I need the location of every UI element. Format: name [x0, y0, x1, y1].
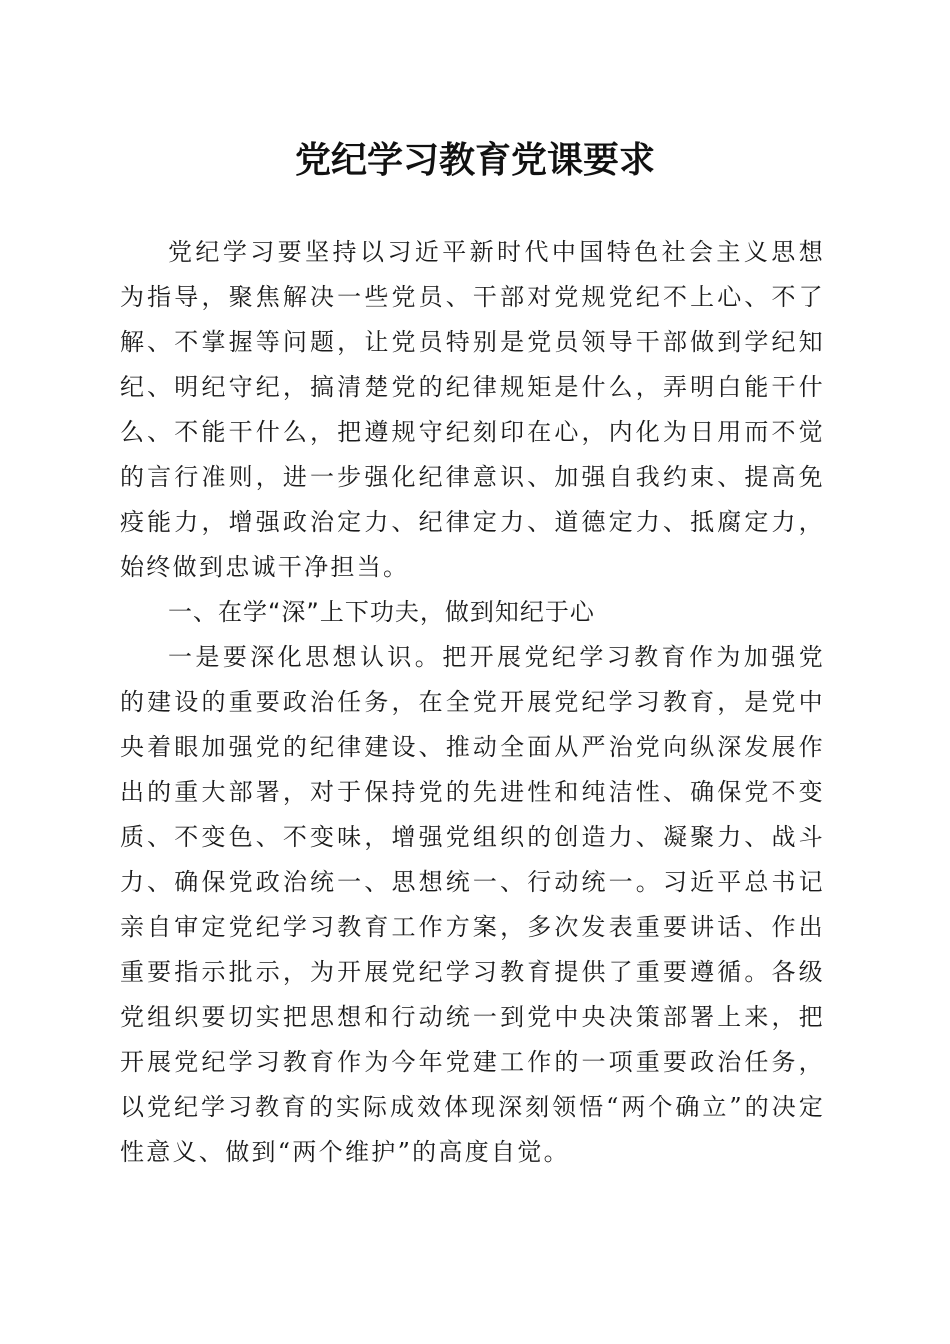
point-body-text: 把开展党纪学习教育作为加强党的建设的重要政治任务，在全党开展党纪学习教育，是党中央着眼加强党的纪律建设、推动全面从严治党向纵深发展作出的重大部署，对于保持党的先进性和纯洁性、确保党不变质、不变色、不变味，增强党组织的创造力、凝聚力、战斗力、确保党政治统一、思想统一、行动统一。习近平总书记亲自审定党纪学习教育工作方案，多次发表重要讲话、作出重要指示批示，为开展党纪学习教育提供了重要遵循。各级党组织要切实把思想和行动统一到党中央决策部署上来，把开展党纪学习教育作为今年党建工作的一项重要政治任务，以党纪学习教育的实际成效体现深刻领悟“两个确立”的决定性意义、做到“两个维护”的高度自觉。	[120, 643, 825, 1166]
intro-paragraph: 党纪学习要坚持以习近平新时代中国特色社会主义思想为指导，聚焦解决一些党员、干部对党规党纪不上心、不了解、不掌握等问题，让党员特别是党员领导干部做到学纪知纪、明纪守纪，搞清楚党的纪律规矩是什么，弄明白能干什么、不能干什么，把遵规守纪刻印在心，内化为日用而不觉的言行准则，进一步强化纪律意识、加强自我约束、提高免疫能力，增强政治定力、纪律定力、道德定力、抵腐定力，始终做到忠诚干净担当。	[120, 238, 825, 581]
document-title: 党纪学习教育党课要求	[294, 139, 655, 181]
section-heading: 一、在学“深”上下功夫，做到知纪于心	[168, 598, 595, 626]
document-body	[120, 230, 825, 1175]
point-lead-phrase: 一是要深化思想认识。	[168, 643, 443, 671]
section-paragraph	[120, 635, 825, 1175]
